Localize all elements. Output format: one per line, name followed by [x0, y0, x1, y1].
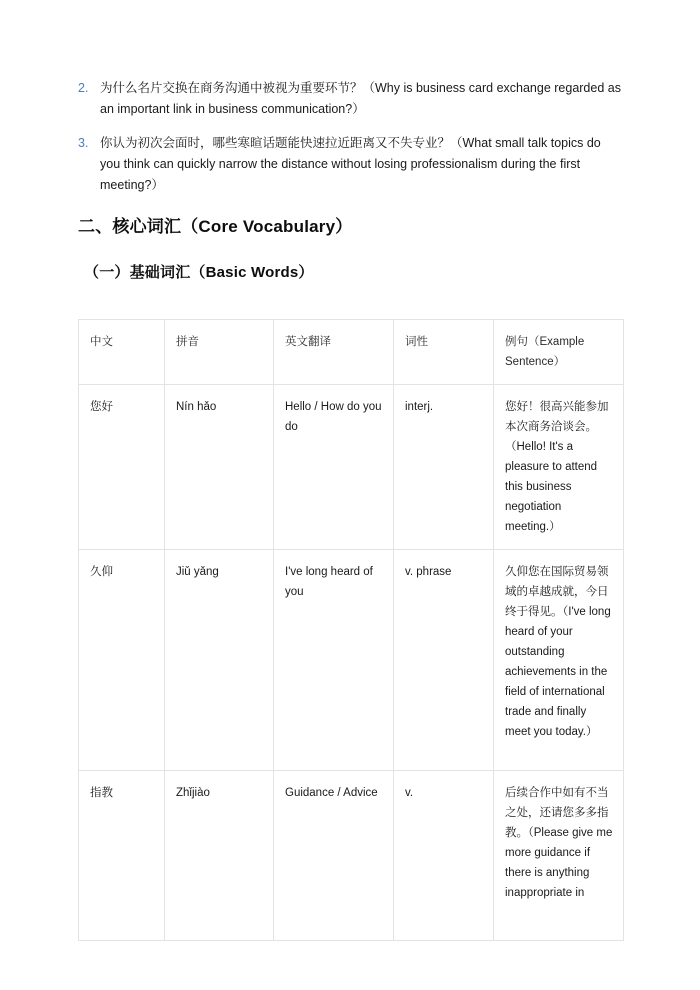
cell-pinyin: Jiǔ yǎng: [165, 550, 274, 771]
list-item-marker: 3.: [78, 136, 89, 150]
cell-example-sentence: 久仰您在国际贸易领域的卓越成就，今日终于得见。（I've long heard of your outstanding achievements in the field of international trade and finally meet you today.）: [494, 550, 624, 771]
table-row: [79, 771, 624, 941]
cell-english: I've long heard of you: [274, 550, 394, 771]
table-header-row: [79, 320, 624, 385]
cell-example-sentence: 后续合作中如有不当之处，还请您多多指教。（Please give me more guidance if there is anything inappropriate in: [494, 771, 624, 941]
table-row: [79, 550, 624, 771]
list-item-text: 为什么名片交换在商务沟通中被视为重要环节？（Why is business card exchange regarded as an important link in business communication?）: [100, 81, 621, 116]
cell-pinyin: Zhǐjiào: [165, 771, 274, 941]
subsection-heading-basic-words: （一）基础词汇（Basic Words）: [84, 264, 314, 281]
section-heading-core-vocabulary: 二、核心词汇（Core Vocabulary）: [78, 217, 353, 236]
cell-part-of-speech: v.: [394, 771, 494, 941]
list-item-marker: 2.: [78, 81, 89, 95]
list-item-text: 你认为初次会面时，哪些寒暄话题能快速拉近距离又不失专业？（What small talk topics do you think can quickly narrow the distance without losing professionalism during the first meeting?）: [100, 136, 601, 192]
vocabulary-table-wrapper: [78, 319, 623, 941]
question-list: [78, 78, 624, 209]
list-item: [78, 133, 624, 196]
cell-part-of-speech: interj.: [394, 385, 494, 550]
cell-example-sentence: 您好！很高兴能参加本次商务洽谈会。（Hello! It's a pleasure to attend this business negotiation meeting.）: [494, 385, 624, 550]
table-row: [79, 385, 624, 550]
column-header-pinyin: 拼音: [165, 320, 274, 385]
cell-chinese: 久仰: [79, 550, 165, 771]
vocabulary-table: [78, 319, 624, 941]
column-header-chinese: 中文: [79, 320, 165, 385]
column-header-english: 英文翻译: [274, 320, 394, 385]
cell-english: Guidance / Advice: [274, 771, 394, 941]
list-item: [78, 78, 624, 120]
cell-pinyin: Nín hǎo: [165, 385, 274, 550]
column-header-example-sentence: 例句（Example Sentence）: [494, 320, 624, 385]
column-header-part-of-speech: 词性: [394, 320, 494, 385]
cell-chinese: 您好: [79, 385, 165, 550]
cell-english: Hello / How do you do: [274, 385, 394, 550]
cell-chinese: 指教: [79, 771, 165, 941]
cell-part-of-speech: v. phrase: [394, 550, 494, 771]
